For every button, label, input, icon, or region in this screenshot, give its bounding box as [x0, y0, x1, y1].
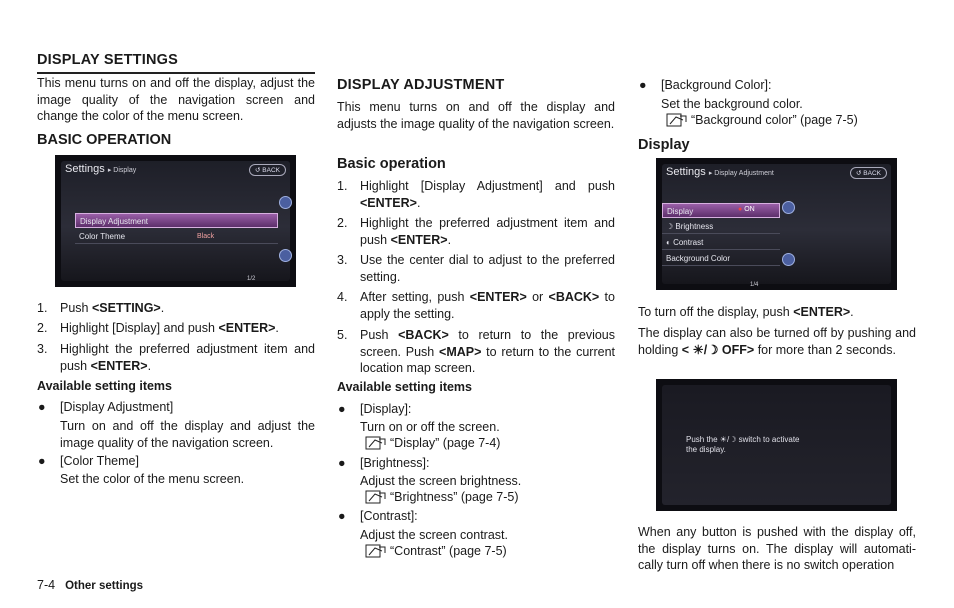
screen-page-indicator: 1/2: [247, 276, 256, 282]
paragraph-turn-off: To turn off the display, push <ENTER>.: [638, 305, 854, 319]
display-off-message: Push the ☀/☽ switch to activate the display.: [686, 435, 800, 454]
heading-basic-operation: BASIC OPERATION: [37, 132, 172, 148]
heading-display-adjustment: DISPLAY ADJUSTMENT: [337, 77, 505, 93]
item-display-ref: “Display” (page 7-4): [365, 435, 500, 452]
available-items-heading: Available setting items: [37, 379, 172, 393]
scroll-down-icon: [279, 249, 292, 262]
screen-page-indicator-2: 1/4: [750, 282, 759, 288]
screen-row-display: Display: [662, 203, 780, 218]
item-background-color-desc: Set the background color.: [661, 97, 803, 111]
step-1b: 1. Highlight [Display Adjustment] and push <ENTER>.: [337, 179, 615, 210]
screen-row-color-theme: Color Theme: [75, 229, 278, 244]
screen-back-button-2: ↺ BACK: [850, 167, 887, 179]
item-display-desc: Turn on or off the screen.: [360, 420, 500, 434]
page-number: 7-4: [37, 578, 56, 592]
item-brightness-ref: “Brightness” (page 7-5): [365, 489, 519, 506]
footer-section: Other settings: [65, 580, 144, 592]
page-reference-icon: [666, 113, 688, 127]
intro-paragraph: This menu turns on and off the display, adjust the image quality of the navigation screen and change the color of the menu screen.: [37, 76, 315, 123]
page-reference-icon: [365, 544, 387, 558]
paragraph-auto-off: When any button is pushed with the display off, the display turns on. The display will automati-cally turn off when there is no switch operation: [638, 525, 916, 572]
screenshot-display-off: [656, 379, 897, 511]
heading-display-settings: DISPLAY SETTINGS: [37, 52, 178, 68]
page-footer: [37, 578, 143, 592]
screen-title: Settings ▸ Display: [65, 163, 137, 175]
screenshot-settings-display: [55, 155, 296, 287]
item-background-color-ref: “Background color” (page 7-5): [666, 112, 858, 129]
subheading-display: Display: [638, 137, 690, 153]
intro-paragraph-2: This menu turns on and off the display and adjusts the image quality of the navigation screen.: [337, 100, 615, 131]
screen-row-display-adjustment: Display Adjustment: [75, 213, 278, 228]
page-reference-icon: [365, 490, 387, 504]
item-contrast-ref: “Contrast” (page 7-5): [365, 543, 507, 560]
scroll-up-icon: [279, 196, 292, 209]
item-brightness-desc: Adjust the screen brightness.: [360, 474, 522, 488]
screen-row-brightness: ☽ Brightness: [662, 219, 780, 234]
item-display-adjustment-desc: Turn on and off the display and adjust the image quality of the navigation screen.: [60, 419, 315, 450]
paragraph-hold-off: The display can also be turned off by pushing and holding < ☀/☽ OFF> for more than 2 seconds.: [638, 326, 916, 357]
screen-value-on: ● ON: [738, 206, 755, 213]
item-contrast-desc: Adjust the screen contrast.: [360, 528, 508, 542]
screen-row-background-color: Background Color: [662, 251, 780, 266]
screenshot-display-adjustment: [656, 158, 897, 290]
subheading-basic-operation: Basic operation: [337, 156, 446, 172]
screen-row-contrast: ◐ Contrast: [662, 235, 780, 250]
item-color-theme-desc: Set the color of the menu screen.: [60, 472, 245, 486]
scroll-down-icon-2: [782, 253, 795, 266]
screen-title-2: Settings ▸ Display Adjustment: [666, 166, 774, 178]
page-reference-icon: [365, 436, 387, 450]
heading-rule: [37, 72, 315, 74]
available-items-heading-2: Available setting items: [337, 380, 472, 394]
scroll-up-icon-2: [782, 201, 795, 214]
screen-back-button: ↺ BACK: [249, 164, 286, 176]
screen-value-black: Black: [197, 233, 215, 240]
